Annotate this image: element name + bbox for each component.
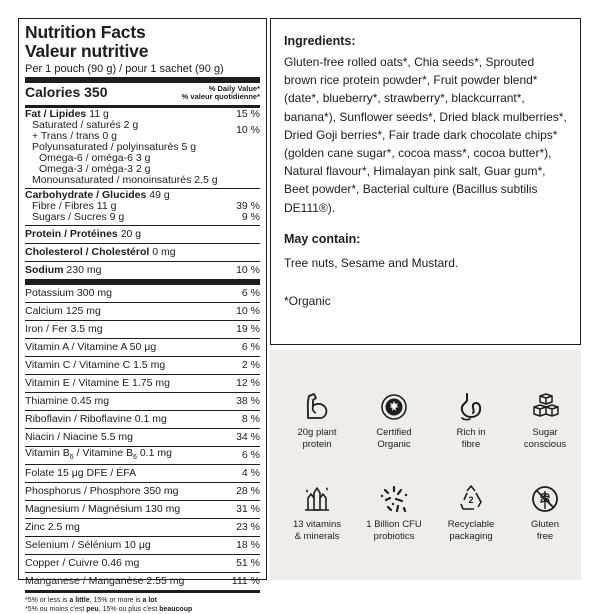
- sodium-row: [25, 262, 260, 279]
- mineral-dv: 4 %: [241, 467, 260, 479]
- mineral-label: Calcium 125 mg: [25, 305, 101, 317]
- footnote-en: *5% or less is a little, 15% or more is a lot: [25, 597, 157, 604]
- mineral-dv: 31 %: [236, 503, 260, 515]
- feature-probiotics: [355, 482, 433, 542]
- mineral-row: [25, 303, 260, 320]
- calories-row: [25, 83, 260, 105]
- footnote: [25, 596, 260, 614]
- trans-amount: 0 g: [102, 130, 117, 142]
- feature-protein: [278, 390, 356, 450]
- carb-amount: 49 g: [149, 189, 170, 201]
- mineral-dv: 19 %: [236, 323, 260, 335]
- mineral-label: Potassium 300 mg: [25, 287, 112, 299]
- mineral-label: Zinc 2.5 mg: [25, 521, 80, 533]
- ingredients-title: Ingredients:: [284, 34, 356, 48]
- mineral-label: Niacin / Niacine 5.5 mg: [25, 431, 133, 443]
- mineral-label: Magnesium / Magnésium 130 mg: [25, 503, 181, 515]
- sodium-dv: 10 %: [236, 264, 260, 276]
- mineral-dv: 18 %: [236, 539, 260, 551]
- sugars-amount: 9 g: [109, 211, 125, 223]
- daily-value-header-en: % Daily Value*: [208, 84, 260, 93]
- digestion-stomach-icon: [454, 390, 488, 424]
- saturated-label: Saturated / saturés: [32, 119, 121, 131]
- mineral-dv: 34 %: [236, 431, 260, 443]
- feature-gluten-free: [506, 482, 584, 542]
- cholesterol-amount: 0 mg: [152, 246, 176, 258]
- gluten-free-icon: [528, 482, 562, 516]
- fibre-amount: 11 g: [96, 200, 117, 212]
- feature-label: Sugar conscious: [523, 427, 567, 450]
- mono-label: Monounsaturated / monoinsaturés: [32, 174, 192, 186]
- footnote-fr: *5% ou moins c'est peu, 15% ou plus c'est beaucoup: [25, 606, 193, 613]
- svg-text:2: 2: [468, 495, 474, 505]
- mineral-label: Folate 15 μg DFE / ÉFA: [25, 467, 137, 479]
- sugar-cubes-icon: [528, 390, 562, 424]
- recycle-2-icon: [454, 482, 488, 516]
- feature-label: Rich in fibre: [456, 427, 486, 450]
- protein-amount: 20 g: [120, 228, 142, 240]
- mineral-dv: 10 %: [236, 305, 260, 317]
- poly-amount: 5 g: [181, 141, 197, 153]
- mineral-row: [25, 483, 260, 500]
- feature-sugar: [506, 390, 584, 450]
- mineral-row: [25, 411, 260, 428]
- mineral-row: [25, 393, 260, 410]
- mineral-label: Vitamin A / Vitamine A 50 μg: [25, 341, 157, 353]
- mineral-row: [25, 321, 260, 338]
- mineral-row: [25, 573, 260, 590]
- feature-label: 13 vitamins & minerals: [292, 519, 342, 542]
- sugars-dv: 9 %: [241, 211, 260, 223]
- fibre-dv: 39 %: [236, 200, 260, 212]
- mineral-dv: 28 %: [236, 485, 260, 497]
- omega3-amount: 2 g: [135, 163, 151, 175]
- mineral-row: [25, 555, 260, 572]
- mineral-label: Vitamin E / Vitamine E 1.75 mg: [25, 377, 170, 389]
- trans-label: + Trans / trans: [32, 130, 100, 142]
- omega6-label: Omega-6 / oméga-6: [39, 152, 133, 164]
- protein-label: Protein / Protéines: [25, 228, 118, 240]
- sat-trans-dv: 10 %: [236, 124, 260, 136]
- sodium-label: Sodium: [25, 264, 64, 276]
- mineral-dv: 6 %: [241, 449, 260, 461]
- fibre-label: Fibre / Fibres: [32, 200, 94, 212]
- organic-note: *Organic: [284, 293, 331, 308]
- may-contain-text: Tree nuts, Sesame and Mustard.: [284, 255, 459, 270]
- omega6-amount: 3 g: [135, 152, 151, 164]
- fat-group: [25, 108, 260, 188]
- mono-row: [25, 175, 260, 186]
- sugars-row: [25, 212, 260, 223]
- mineral-row: [25, 519, 260, 536]
- vitamins-minerals-list: [25, 285, 260, 590]
- mineral-label: Thiamine 0.45 mg: [25, 395, 110, 407]
- calories-label: Calories 350: [25, 84, 108, 100]
- mineral-label: Vitamin $B_6$ / Vitamine $B_6$ 0.1 mg: [25, 446, 172, 462]
- may-contain-title: May contain:: [284, 231, 361, 246]
- nutrition-title-en: Nutrition Facts: [25, 22, 146, 42]
- ingredients-text: Gluten-free rolled oats*, Chia seeds*, Sprouted brown rice protein powder*, Fruit powder blend* (date*, blueberry*, strawberry*, blackcurrant*, banana*), Sunflower seeds*, Dried black mulberries*, Dried Goji berries*, Fair trade dark chocolate chips* (golden cane sugar*, cocoa mass*, cocoa butter*), Natural flavour*, Himalayan pink salt, Guar gum*, Beet powder*, Bacterial culture (Bacillus subtilis DE111®).: [284, 55, 567, 215]
- feature-label: Gluten free: [531, 519, 559, 542]
- nutrition-facts-panel: [18, 18, 267, 613]
- mineral-row: [25, 339, 260, 356]
- mineral-row: [25, 375, 260, 392]
- mineral-dv: 2 %: [241, 359, 260, 371]
- daily-value-header-fr: % valeur quotidienne*: [181, 92, 260, 101]
- mineral-label: Riboflavin / Riboflavine 0.1 mg: [25, 413, 167, 425]
- feature-vitamins: [278, 482, 356, 542]
- divider-medium: [25, 590, 260, 593]
- certified-organic-seal-icon: [377, 390, 411, 424]
- mineral-row: [25, 357, 260, 374]
- ingredients-box: [270, 18, 581, 345]
- mineral-dv: 23 %: [236, 521, 260, 533]
- omega3-label: Omega-3 / oméga-3: [39, 163, 133, 175]
- mineral-row: [25, 447, 260, 464]
- mineral-dv: 8 %: [241, 413, 260, 425]
- mineral-row: [25, 537, 260, 554]
- mineral-dv: 12 %: [236, 377, 260, 389]
- mineral-label: Copper / Cuivre 0.46 mg: [25, 557, 140, 569]
- protein-row: [25, 226, 260, 243]
- mineral-row: [25, 429, 260, 446]
- mineral-row: [25, 501, 260, 518]
- carb-label: Carbohydrate / Glucides: [25, 189, 147, 201]
- sodium-amount: 230 mg: [66, 264, 102, 276]
- mineral-row: [25, 285, 260, 302]
- mineral-dv: 51 %: [236, 557, 260, 569]
- mineral-label: Iron / Fer 3.5 mg: [25, 323, 103, 335]
- muscle-arm-icon: [300, 390, 334, 424]
- feature-label: 20g plant protein: [297, 427, 337, 450]
- feature-organic: [355, 390, 433, 450]
- mineral-dv: 6 %: [241, 287, 260, 299]
- saturated-amount: 2 g: [123, 119, 139, 131]
- mineral-row: [25, 465, 260, 482]
- mineral-label: Manganese / Manganèse 2.55 mg: [25, 575, 185, 587]
- mineral-dv: 111 %: [231, 575, 260, 587]
- vitamins-crystals-icon: [300, 482, 334, 516]
- product-features: [270, 350, 581, 580]
- feature-fibre: [432, 390, 510, 450]
- mineral-dv: 38 %: [236, 395, 260, 407]
- carb-group: [25, 189, 260, 225]
- feature-label: 1 Billion CFU probiotics: [366, 519, 422, 542]
- mineral-label: Vitamin C / Vitamine C 1.5 mg: [25, 359, 166, 371]
- cholesterol-row: [25, 244, 260, 261]
- sugars-label: Sugars / Sucres: [32, 211, 107, 223]
- fat-dv: 15 %: [236, 108, 260, 120]
- nutrition-title-fr: Valeur nutritive: [25, 41, 149, 61]
- mono-amount: 2.5 g: [194, 174, 218, 186]
- feature-label: Certified Organic: [376, 427, 412, 450]
- fat-amount: 11 g: [89, 108, 109, 120]
- feature-recyclable: [432, 482, 510, 542]
- serving-size: Per 1 pouch (90 g) / pour 1 sachet (90 g): [25, 63, 224, 75]
- mineral-label: Phosphorus / Phosphore 350 mg: [25, 485, 179, 497]
- fat-label: Fat / Lipides: [25, 108, 87, 120]
- daily-value-header: [182, 85, 260, 101]
- probiotic-bacteria-icon: [377, 482, 411, 516]
- mineral-dv: 6 %: [241, 341, 260, 353]
- mineral-label: Selenium / Sélénium 10 μg: [25, 539, 151, 551]
- poly-label: Polyunsaturated / polyinsaturés: [32, 141, 179, 153]
- cholesterol-label: Cholesterol / Cholestérol: [25, 246, 150, 258]
- feature-label: Recyclable packaging: [447, 519, 495, 542]
